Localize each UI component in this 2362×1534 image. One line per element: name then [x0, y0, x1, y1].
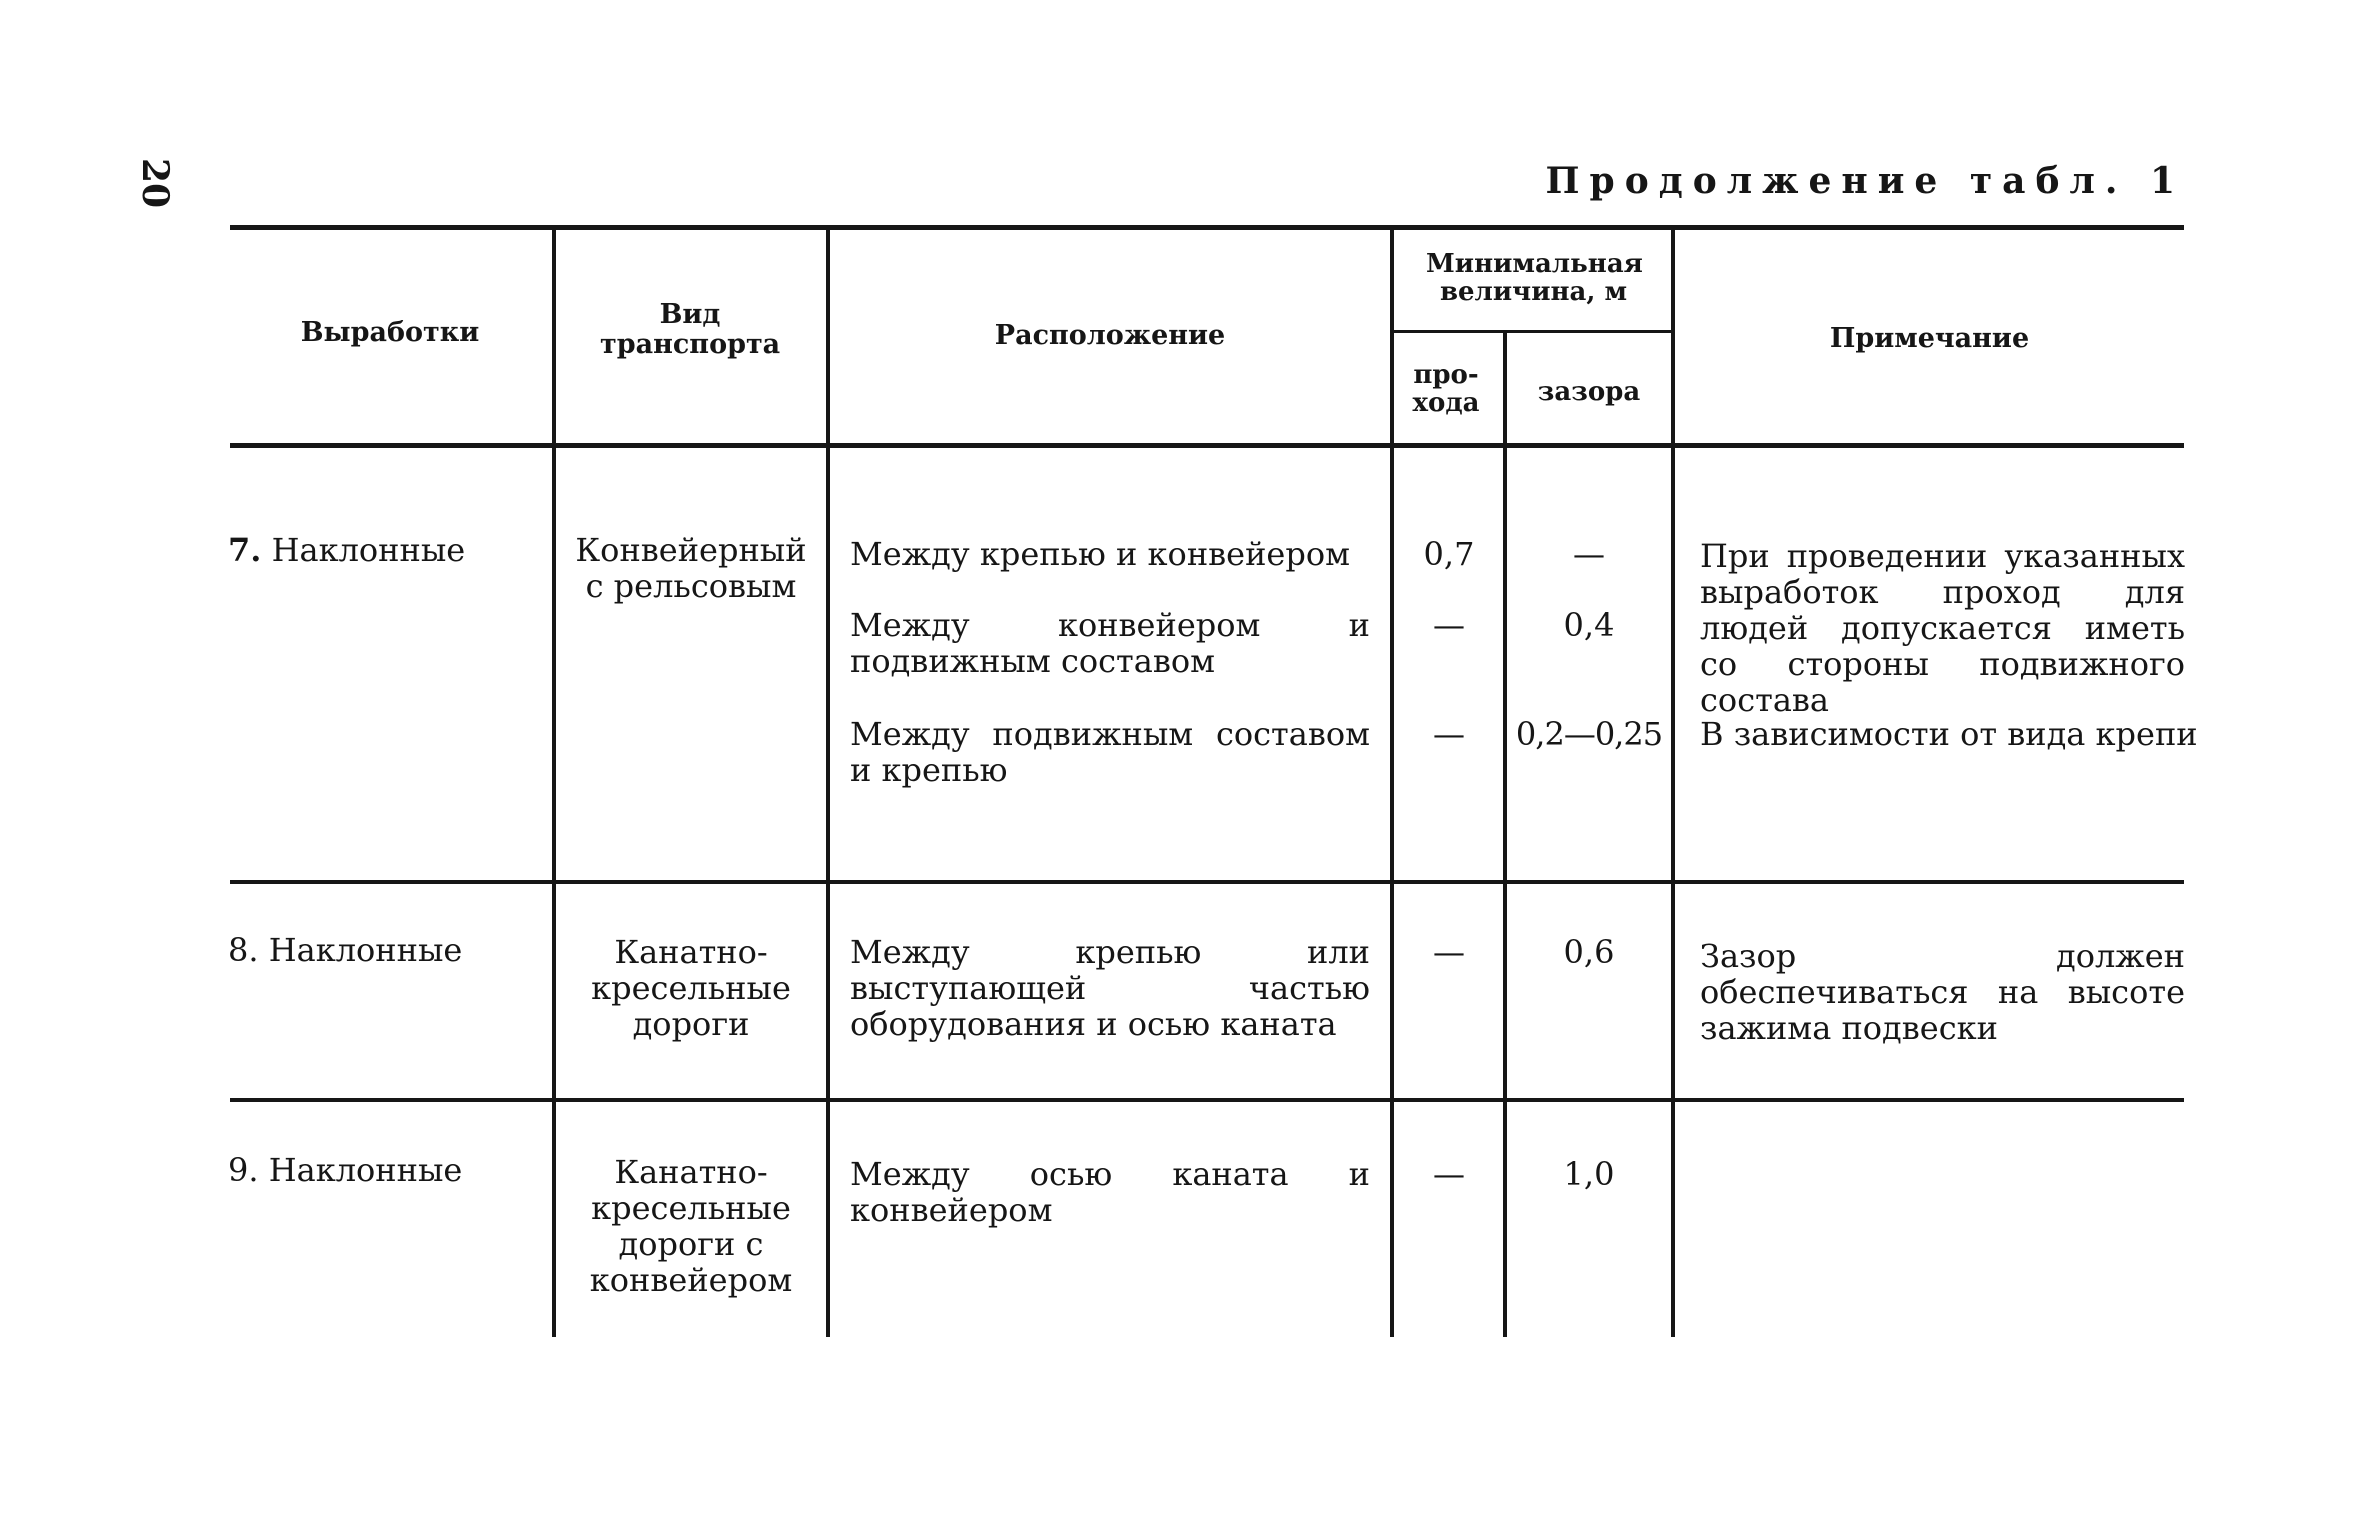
row-9-passage-1: —	[1433, 1155, 1465, 1193]
row-8-passage-1: —	[1433, 933, 1465, 971]
row-7-passage-1: 0,7	[1423, 535, 1475, 573]
row-9-location-1: Между осью каната и конвейером	[850, 1155, 1370, 1229]
row-8-working	[228, 932, 548, 968]
row-9-working-text: Наклонные	[268, 1151, 463, 1189]
row-7-number: 7.	[228, 531, 262, 569]
row-7-note-2: В зависимости от вида крепи	[1700, 715, 2198, 753]
header-gap: зазора	[1537, 377, 1641, 407]
row-7-gap-1: —	[1573, 535, 1605, 573]
row-7-passage-2: —	[1433, 606, 1465, 644]
subheader-rule	[1394, 330, 1671, 333]
row-9-number: 9.	[228, 1151, 259, 1189]
row-8-working-text: Наклонные	[268, 931, 463, 969]
header-min-value: Минимальная величина, м	[1426, 249, 1643, 307]
page-number: 20	[134, 158, 176, 209]
row-9-transport: Канатно-кресельные дороги с конвейером	[589, 1153, 793, 1299]
row-8-note-1: Зазор должен обеспечиваться на высоте зажима подвески	[1700, 937, 2185, 1047]
col-line-2	[826, 225, 830, 1337]
header-location: Расположение	[994, 320, 1226, 351]
header-transport: Вид транспорта	[600, 299, 781, 360]
row-7-passage-3: —	[1433, 715, 1465, 753]
row-7-location-1: Между крепью и конвейером	[850, 535, 1350, 573]
col-line-3	[1390, 225, 1394, 1337]
row-9-gap-1: 1,0	[1563, 1155, 1615, 1193]
row8-bottom-rule	[230, 1098, 2184, 1102]
row-7-working	[228, 532, 548, 568]
row-7-location-3: Между подвижным составом и крепью	[850, 715, 1370, 789]
table-caption: Продолжение табл. 1	[1545, 160, 2185, 202]
top-rule	[230, 225, 2184, 230]
header-passage: про-хода	[1412, 360, 1480, 418]
header-workings: Выработки	[300, 317, 480, 348]
row-8-location-1: Между крепью или выступающей частью оборудования и осью каната	[850, 933, 1370, 1043]
header-note: Примечание	[1829, 323, 2030, 354]
header-bottom-rule	[230, 443, 2184, 448]
row-8-transport: Канатно-кресельные дороги	[591, 933, 791, 1043]
col-line-4	[1503, 330, 1507, 1337]
row-7-transport: Конвейерный с рельсовым	[575, 531, 807, 605]
row-7-gap-2: 0,4	[1563, 606, 1615, 644]
row-8-gap-1: 0,6	[1563, 933, 1615, 971]
row-7-note-1: При проведении указанных выработок проход для людей допускается иметь со стороны подвижного состава	[1700, 537, 2185, 719]
col-line-1	[552, 225, 556, 1337]
row-7-gap-3: 0,2—0,25	[1515, 715, 1663, 753]
col-line-5	[1671, 225, 1675, 1337]
row-7-location-2: Между конвейером и подвижным составом	[850, 606, 1370, 680]
row7-bottom-rule	[230, 880, 2184, 884]
row-8-number: 8.	[228, 931, 259, 969]
row-9-working	[228, 1152, 548, 1188]
row-7-working-text: Наклонные	[271, 531, 466, 569]
